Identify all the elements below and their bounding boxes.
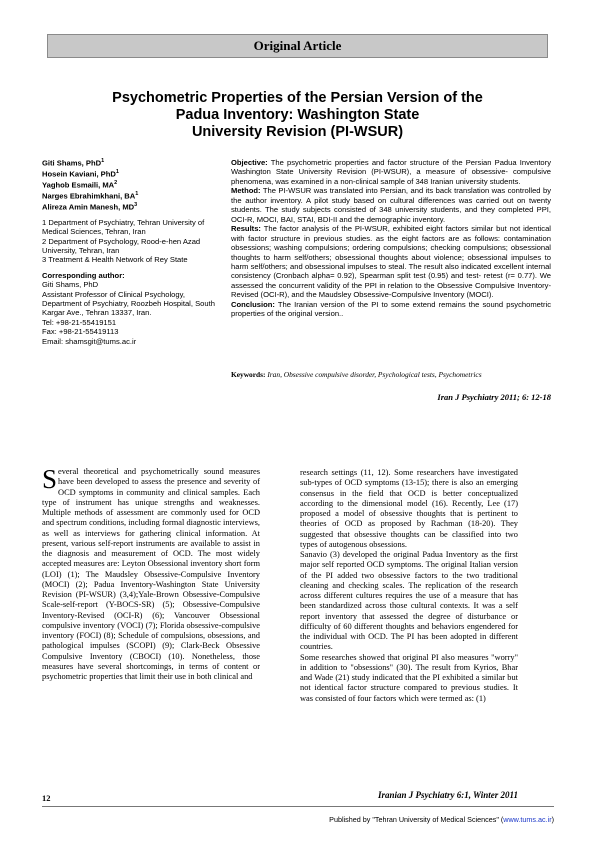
affiliation-list bbox=[42, 218, 217, 265]
author-name: Giti Shams, PhD$^1$ bbox=[42, 158, 105, 168]
author-name: Hosein Kaviani, PhD$^1$ bbox=[42, 168, 119, 179]
title-line-2: Padua Inventory: Washington State bbox=[175, 107, 420, 123]
abstract-conclusion: Conclusion: The Iranian version of the PI to some extend remains the sound psychometric properties of the original version.. bbox=[231, 299, 551, 319]
drop-cap: S bbox=[42, 464, 58, 494]
affiliation: 1 Department of Psychiatry, Tehran University of Medical Sciences, Tehran, Iran bbox=[42, 217, 205, 237]
abstract-objective: Objective: The psychometric properties and factor structure of the Persian Padua Inventory Washington State University Revision (PI-WSUR), a measure of obsessive- compulsive phenomena, was examined in a non-clinical sample of 348 Iranian university students. bbox=[231, 158, 551, 186]
affiliation: 2 Department of Psychology, Rood-e-hen Azad University, Tehran, Iran bbox=[42, 236, 201, 255]
body-paragraph: Sanavio (3) developed the original Padua Inventory as the first major self reported OCD symptoms. The original Italian version of the PI added two obsessive factors to the two traditional cleaning and checking scales. The replication of the research across different cultures requires the use of a measure that has been standardized across those cultural contexts. It was a self report inventory that assessed the degree of disturbance or difficulty of 60 different thoughts and behaviors engendered for the individual with OCD. The PI has been adopted in different countries. bbox=[300, 550, 518, 652]
body-paragraph: research settings (11, 12). Some researchers have investigated sub-types of OCD symptoms (13-15); there is also an emerging consensus in the field that OCD is better conceptualized according to the dimensional model (16). Recently, Lee (17) proposed a model of obsessive thoughts that is pertinent to theories of OCD as proposed by Rachman (18-20). They suggested that obsessive thoughts can be classified into two types of autogenous obsessions. bbox=[300, 468, 518, 549]
author-name: Alireza Amin Manesh, $MD^3$ bbox=[42, 201, 138, 212]
body-column-right bbox=[300, 468, 518, 704]
author-name: Narges Ebrahimkhani, $BA^1$ bbox=[42, 190, 139, 201]
corresponding-address: Assistant Professor of Clinical Psychology, Department of Psychiatry, Roozbeh Hospital, South Kargar Ave., Tehran 13337, Iran. bbox=[42, 289, 215, 318]
corresponding-tel: Tel: +98-21-55419151 bbox=[42, 317, 117, 327]
title-line-3: University Revision (PI-WSUR) bbox=[191, 124, 404, 140]
body-paragraph: Some researches showed that original PI also measures "worry" in addition to "obsessions" (30). The result from Kyrios, Bhar and Wade (21) study indicated that the PI exhibited a similar but not identical factor structure compared to previous studies. It was consisted of four factors which were termed as: (1) bbox=[300, 652, 518, 703]
author-block bbox=[42, 157, 217, 346]
article-title bbox=[60, 90, 535, 141]
abstract-method: Method: The PI-WSUR was translated into Persian, and its back translation was controlled by the author inventory. A pilot study based on cultural differences was carried out on twenty students. The study subjects consisted of 348 university students, and they completed PPI, OCI-R, MOCI, BAI, STAI, BDI-II and the demographic inventory. bbox=[231, 186, 551, 224]
author-list bbox=[42, 157, 217, 212]
page-number: 12 bbox=[42, 793, 51, 803]
author-name: Yaghob Esmaili, $MA^2$ bbox=[42, 179, 118, 190]
abstract bbox=[231, 158, 551, 319]
corresponding-name: Giti Shams, PhD bbox=[42, 280, 99, 290]
corresponding-email: Email: shamsgit@tums.ac.ir bbox=[42, 336, 137, 346]
title-line-1: Psychometric Properties of the Persian Version of the bbox=[112, 90, 483, 106]
abstract-results: Results: The factor analysis of the PI-WSUR, exhibited eight factors similar but not identical with factor structure in previous studies. as the eight factors are as follows: contamination obsessions; washing compulsions; ordering compulsions; checking compulsions; obsessional thoughts to harm self/others; obsessional thoughts about violence; obsessional impulses to harm self/others; and obsessional impulses to steal. The result also indicated excellent internal consistency (Cronbach alpha= 0.92), Spearman split test (0.95) and test- retest (r= 0.77). We assessed the concurrent validity of the PPI in relation to the Obsessive Compulsive Inventory-Revised (OCI-R), and the Maudsley Obsessive-Compulsive Inventory (MOCI). bbox=[231, 224, 551, 300]
corresponding-author-heading: Corresponding author: bbox=[42, 270, 125, 280]
body-column-left bbox=[42, 464, 260, 682]
publisher-link[interactable]: www.tums.ac.ir bbox=[503, 815, 552, 824]
body-paragraph: Several theoretical and psychometrically sound measures have been developed to assess the presence and severity of OCD symptoms in community and clinical samples. Each type of instrument has unique strengths and weaknesses. Multiple methods of assessment are commonly used for OCD and spectrum conditions, including formal diagnostic interviews, as well as interviews for gathering clinical information. At present, various self-report instruments are available to assist in the diagnosis and measurement of OCD. The most widely accepted measures are: Leyton Obsessional inventory short form (LOI) (1); The Maudsley Obsessive-Compulsive Inventory (MOCI) (2); Padua Inventory-Washington State University Revision (PI-WSUR) (3,4);Yale-Brown Obsessive-Compulsive Scale-self-report (Y-BOCS-SR) (5); Obsessive-Compulsive Inventory-Revised (OCI-R) (6); Vancouver Obsessional compulsive inventory (VOCI) (7); Florida obsessive-compulsive inventory (FOCI) (8); Schedule of compulsions, obsessions, and pathological impulses (SCOPI) (9); Clark-Beck Obsessive Compulsive Inventory (CBOCI) (10). Nonetheless, those measures have several shortcomings, in terms of content or psychometric properties that limit their use in both clinical and bbox=[42, 464, 260, 681]
citation: Iran J Psychiatry 2011; 6: 12-18 bbox=[437, 392, 551, 402]
corresponding-fax: Fax: +98-21-55419113 bbox=[42, 327, 119, 337]
footer-divider bbox=[42, 806, 554, 807]
journal-footer: Iranian J Psychiatry 6:1, Winter 2011 bbox=[377, 790, 518, 800]
publisher-line: Published by "Tehran University of Medical Sciences" (www.tums.ac.ir) bbox=[329, 815, 554, 824]
section-banner: Original Article bbox=[47, 34, 548, 58]
keywords: Keywords: Iran, Obsessive compulsive disorder, Psychological tests, Psychometrics bbox=[231, 370, 482, 379]
affiliation: 3 Treatment & Health Network of Rey State bbox=[42, 255, 188, 265]
